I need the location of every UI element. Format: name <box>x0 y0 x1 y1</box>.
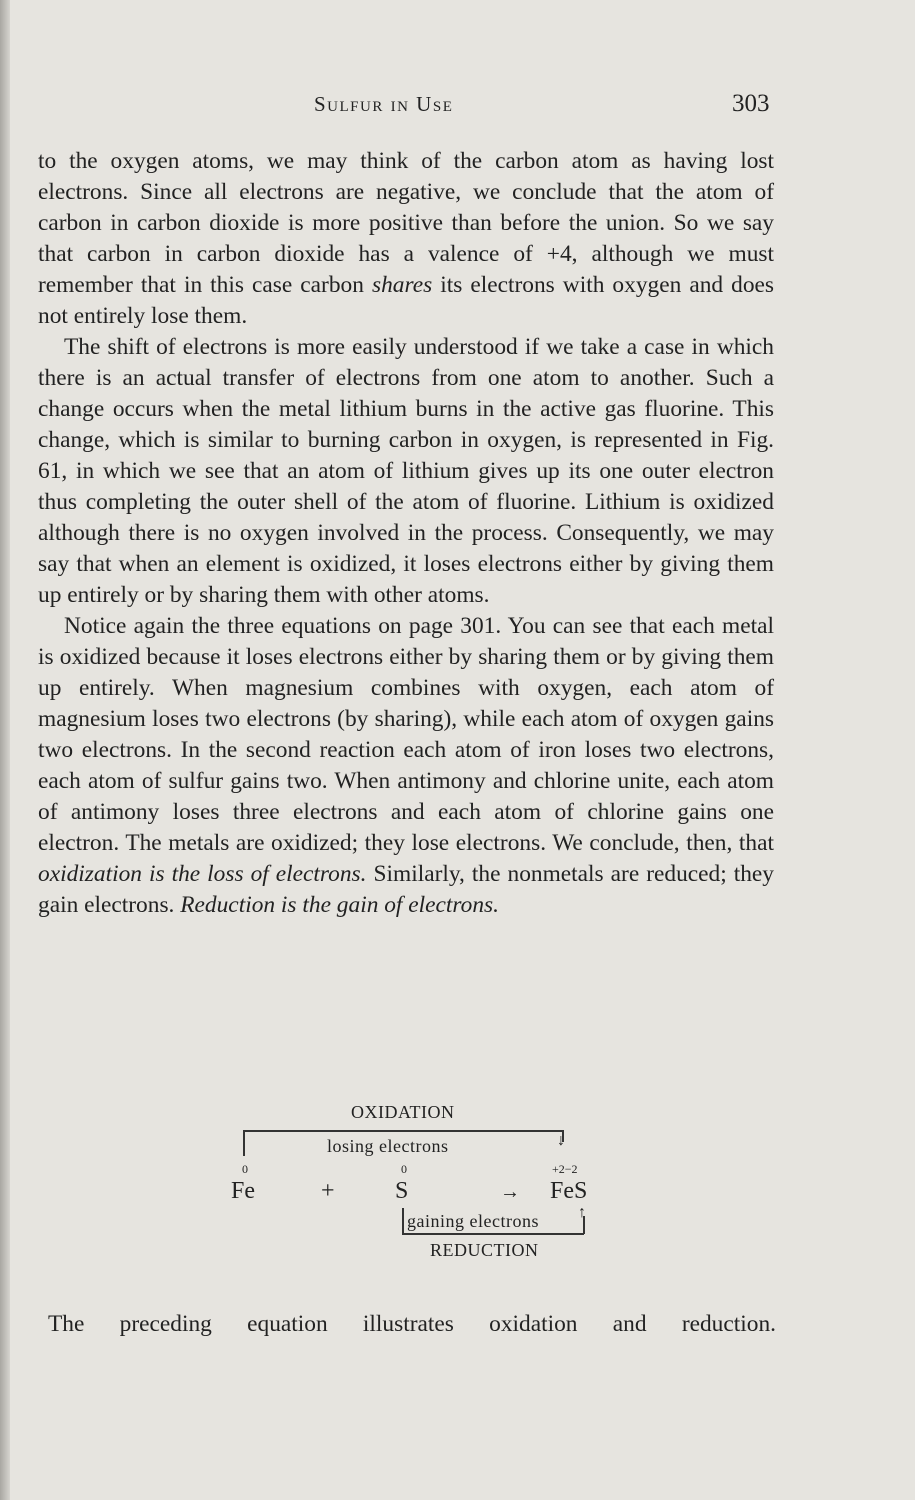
oxidation-label: OXIDATION <box>351 1102 455 1122</box>
paragraph-1-text-a: to the oxygen atoms, we may think of the carbon atom as having lost electrons. Since all electrons are negative, we conclude that the atom of carbon in carbon dioxide is more positive than before the union. So we say that carbon in carbon dioxide has a valence of +4, although we must remember that in this case carbon <box>38 148 774 298</box>
body-text <box>38 146 774 921</box>
paragraph-3-text-a: Notice again the three equations on page 301. You can see that each metal is oxidized because it loses electrons either by sharing them or by giving them up entirely. When magnesium combines with oxygen, each atom of magnesium loses two electrons (by sharing), while each atom of oxygen gains two electrons. In the second reaction each atom of iron loses two electrons, each atom of sulfur gains two. When antimony and chlorine unite, each atom of antimony loses three electrons and each atom of chlorine gains one electron. The metals are oxidized; they lose electrons. We conclude, then, that <box>38 613 774 856</box>
oxidation-bracket-left <box>243 1130 245 1156</box>
reduction-label: REDUCTION <box>430 1240 539 1260</box>
losing-electrons-label: losing electrons <box>327 1136 449 1156</box>
reduction-bracket-bottom <box>402 1233 584 1235</box>
fe-oxidation-state: 0 <box>242 1162 248 1176</box>
conclusion-sentence: The preceding equation illustrates oxidation and reduction. <box>48 1311 776 1338</box>
redox-equation-diagram <box>225 1102 605 1272</box>
page-spine-shadow <box>0 0 10 1500</box>
down-arrow: ↓ <box>557 1132 566 1149</box>
paragraph-3 <box>38 611 774 921</box>
iron-symbol: Fe <box>231 1178 255 1204</box>
reduction-bracket-left <box>402 1208 404 1234</box>
paragraph-3-emphasis-reduction: Reduction is the gain of electrons. <box>180 892 499 918</box>
plus-sign: + <box>321 1178 335 1204</box>
iron-sulfide-formula: FeS <box>550 1178 588 1204</box>
fes-oxidation-state: +2−2 <box>552 1162 578 1176</box>
s-oxidation-state: 0 <box>401 1162 407 1176</box>
running-header <box>0 90 915 122</box>
oxidation-bracket-top <box>243 1130 563 1132</box>
sulfur-symbol: S <box>395 1178 409 1204</box>
paragraph-2-text: The shift of electrons is more easily understood if we take a case in which there is an actual transfer of electrons from one atom to another. Such a change occurs when the metal lithium burns in the active gas fluorine. This change, which is similar to burning carbon in oxygen, is represented in Fig. 61, in which we see that an atom of lithium gives up its one outer electron thus completing the outer shell of the atom of fluorine. Lithium is oxidized although there is no oxygen involved in the process. Consequently, we may say that when an element is oxidized, it loses electrons either by giving them up entirely or by sharing them with other atoms. <box>38 334 774 608</box>
paragraph-2 <box>38 332 774 611</box>
gaining-electrons-label: gaining electrons <box>407 1211 539 1231</box>
chapter-title: Sulfur in Use <box>314 92 454 116</box>
paragraph-3-text-b: Similarly, the nonmetals are reduced; they gain electrons. <box>38 861 775 918</box>
paragraph-1-text-b: its electrons with oxygen and does not entirely lose them. <box>38 272 774 329</box>
paragraph-3-emphasis-oxidation: oxidization is the loss of electrons. <box>38 861 367 887</box>
up-arrow: ↑ <box>578 1204 587 1221</box>
page-number: 303 <box>732 90 770 117</box>
paragraph-1-emphasis: shares <box>371 272 433 298</box>
reaction-arrow: → <box>500 1181 520 1203</box>
paragraph-1 <box>38 146 774 332</box>
